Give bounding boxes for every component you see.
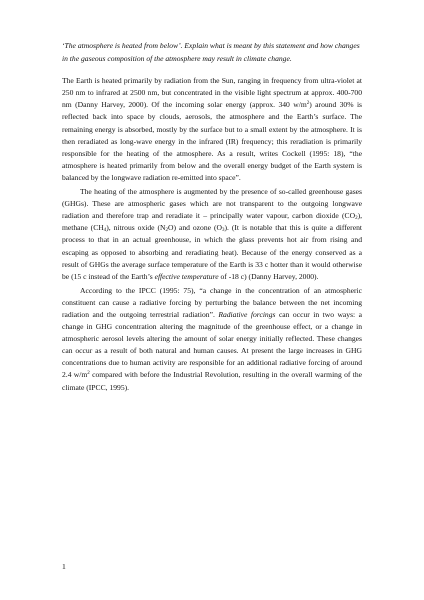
p2-text-4: O) and ozone (O	[168, 223, 222, 233]
p1-superscript-1: 2	[306, 101, 310, 107]
p2-subscript-3: 2	[165, 228, 168, 234]
p2-text-5: ). (It is notable that this is quite a different process to that in an actual greenhouse, in which the glass prevents hot air from rising and escaping as opposed to absorbing and reradiating heat). Because of the energy conserved as a result of GHGs the average surface temperature of the Earth is 33 c hotter than it would otherwise be (15 c instead of the Earth’s	[62, 223, 362, 281]
p2-emphasis: effective temperature	[154, 271, 219, 281]
p1-text-1: The Earth is heated primarily by radiation from the Sun, ranging in frequency from ultra-violet at 250 nm to infrared at 2500 nm, but concentrated in the visible light spectrum at approx. 400-700 nm (Danny Harvey, 2000). Of the incoming solar energy (approx. 340 w/m	[62, 76, 362, 110]
p2-text-2: ), methane (CH	[62, 211, 362, 233]
p3-text-1: According to the IPCC (1995: 75), “a change in the concentration of an atmospheric constituent can cause a radiative forcing by perturbing the balance between the net incoming radiation and the outgoing terrestrial radiation”.	[62, 285, 362, 319]
p2-subscript-1: 2	[355, 216, 358, 222]
p2-subscript-2: 4	[103, 228, 107, 234]
p1-text-2: ) around 30% is reflected back into space by clouds, aerosols, the atmosphere and the Earth’s surface. The remaining energy is absorbed, mostly by the surface but to a small extent by the atmosphere. It is then reradiated as long-wave energy in the infrared (IR) frequency; this reradiation is primarily responsible for the heating of the atmosphere. As a result, writes Cockell (1995: 18), “the atmosphere is heated primarily from below and the overall energy budget of the Earth system is balanced by the longwave radiation re-emitted into space”.	[62, 100, 363, 182]
p2-text-1: The heating of the atmosphere is augmented by the presence of so-called greenhouse gases (GHGs). These are atmospheric gases which are not transparent to the outgoing longwave radiation and therefore trap and reradiate it – principally water vapour, carbon dioxide (CO	[62, 187, 362, 221]
paragraph-2	[62, 186, 362, 283]
document-page	[62, 40, 362, 394]
p3-text-3: compared with before the Industrial Revolution, resulting in the overall warming of the climate (IPCC, 1995).	[62, 370, 362, 392]
p3-text-2: can occur in two ways: a change in GHG concentration altering the magnitude of the greenhouse effect, or a change in atmospheric aerosol levels altering the amount of solar energy initially reflected. These changes can occur as a result of both natural and human causes. At present the large increases in GHG concentrations due to human activity are responsible for an additional radiative forcing of around 2.4 w/m	[62, 309, 362, 380]
p2-subscript-4: 3	[221, 228, 225, 234]
paragraph-1	[62, 75, 362, 184]
paragraph-3	[62, 285, 362, 394]
p3-superscript-1: 2	[87, 371, 90, 377]
page-number: 1	[62, 562, 66, 571]
p2-text-6: of -18 c) (Danny Harvey, 2000).	[218, 271, 319, 281]
p3-emphasis: Radiative forcings	[218, 309, 276, 319]
essay-question: ‘The atmosphere is heated from below’. Explain what is meant by this statement and how changes in the gaseous composition of the atmosphere may result in climate change.	[62, 41, 360, 63]
p2-text-3: ), nitrous oxide (N	[106, 223, 166, 233]
